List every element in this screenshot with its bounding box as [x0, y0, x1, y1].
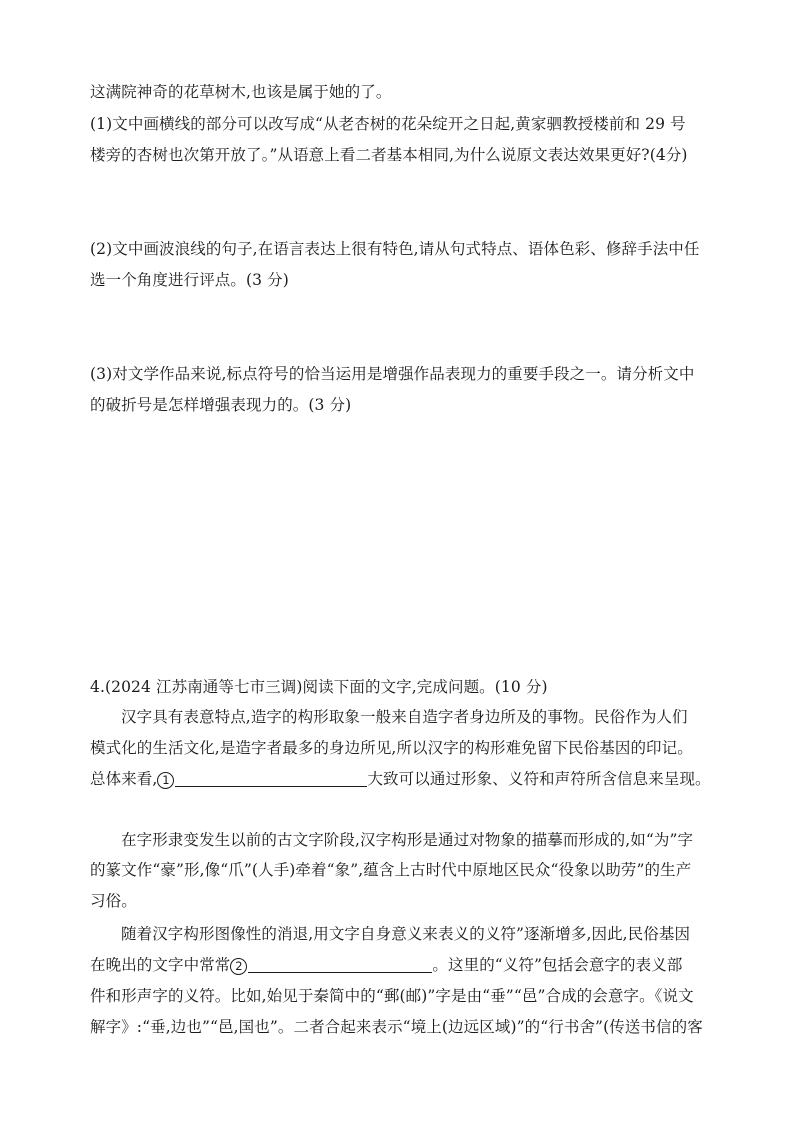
paragraph-1-line-3 [90, 769, 711, 789]
paragraph-2-line-3: 习俗。 [90, 892, 137, 910]
answer-blank-1[interactable] [175, 770, 367, 787]
paragraph-1-line-1: 汉字具有表意特点,造字的构形取象一般来自造字者身边所及的事物。民俗作为人们 [121, 708, 688, 726]
blank-number-1: 1 [157, 772, 174, 789]
blank-number-2: 2 [230, 958, 247, 975]
question-3-line-1: (3)对文学作品来说,标点符号的恰当运用是增强作品表现力的重要手段之一。请分析文中 [90, 365, 695, 383]
question-1-line-2: 楼旁的杏树也次第开放了。”从语意上看二者基本相同,为什么说原文表达效果更好?(4分) [90, 146, 688, 164]
answer-blank-2[interactable] [248, 956, 432, 973]
paragraph-3-line-2 [90, 955, 682, 975]
paragraph-1-line-2: 模式化的生活文化,是造字者最多的身边所见,所以汉字的构形难免留下民俗基因的印记。 [90, 739, 693, 757]
paragraph-1-tail: 大致可以通过形象、义符和声符所含信息来呈现。 [367, 770, 711, 788]
question-2-line-2: 选一个角度进行评点。(3 分) [90, 271, 289, 289]
question-4-heading: 4.(2024 江苏南通等七市三调)阅读下面的文字,完成问题。(10 分) [90, 678, 548, 696]
paragraph-2-line-2: 的篆文作“豪”形,像“爪”(人手)牵着“象”,蕴含上古时代中原地区民众“役象以助劳”的生产 [90, 861, 692, 879]
paragraph-3-line-1: 随着汉字构形图像性的消退,用文字自身意义来表义的义符”逐渐增多,因此,民俗基因 [121, 925, 691, 943]
paragraph-3-tail: 。这里的“义符”包括会意字的表义部 [432, 956, 683, 974]
paragraph-3-lead: 在晚出的文字中常常 [90, 956, 231, 974]
paragraph-3-line-4: 解字》:“垂,边也”“邑,国也”。二者合起来表示“境上(边远区域)”的“行书舍”(传送书信的客 [90, 1018, 703, 1036]
question-1-line-1: (1)文中画横线的部分可以改写成“从老杏树的花朵绽开之日起,黄家驷教授楼前和 29 号 [90, 115, 686, 133]
paragraph-1-lead: 总体来看, [90, 770, 158, 788]
passage-closing-line: 这满院神奇的花草树木,也该是属于她的了。 [90, 83, 392, 101]
question-2-line-1: (2)文中画波浪线的句子,在语言表达上很有特色,请从句式特点、语体色彩、修辞手法中任 [90, 240, 700, 258]
paragraph-3-line-3: 件和形声字的义符。比如,始见于秦简中的“郵(邮)”字是由“垂”“邑”合成的会意字。《说文 [90, 987, 694, 1005]
paragraph-2-line-1: 在字形隶变发生以前的古文字阶段,汉字构形是通过对物象的描摹而形成的,如“为”字 [121, 831, 694, 849]
question-3-line-2: 的破折号是怎样增强表现力的。(3 分) [90, 396, 352, 414]
